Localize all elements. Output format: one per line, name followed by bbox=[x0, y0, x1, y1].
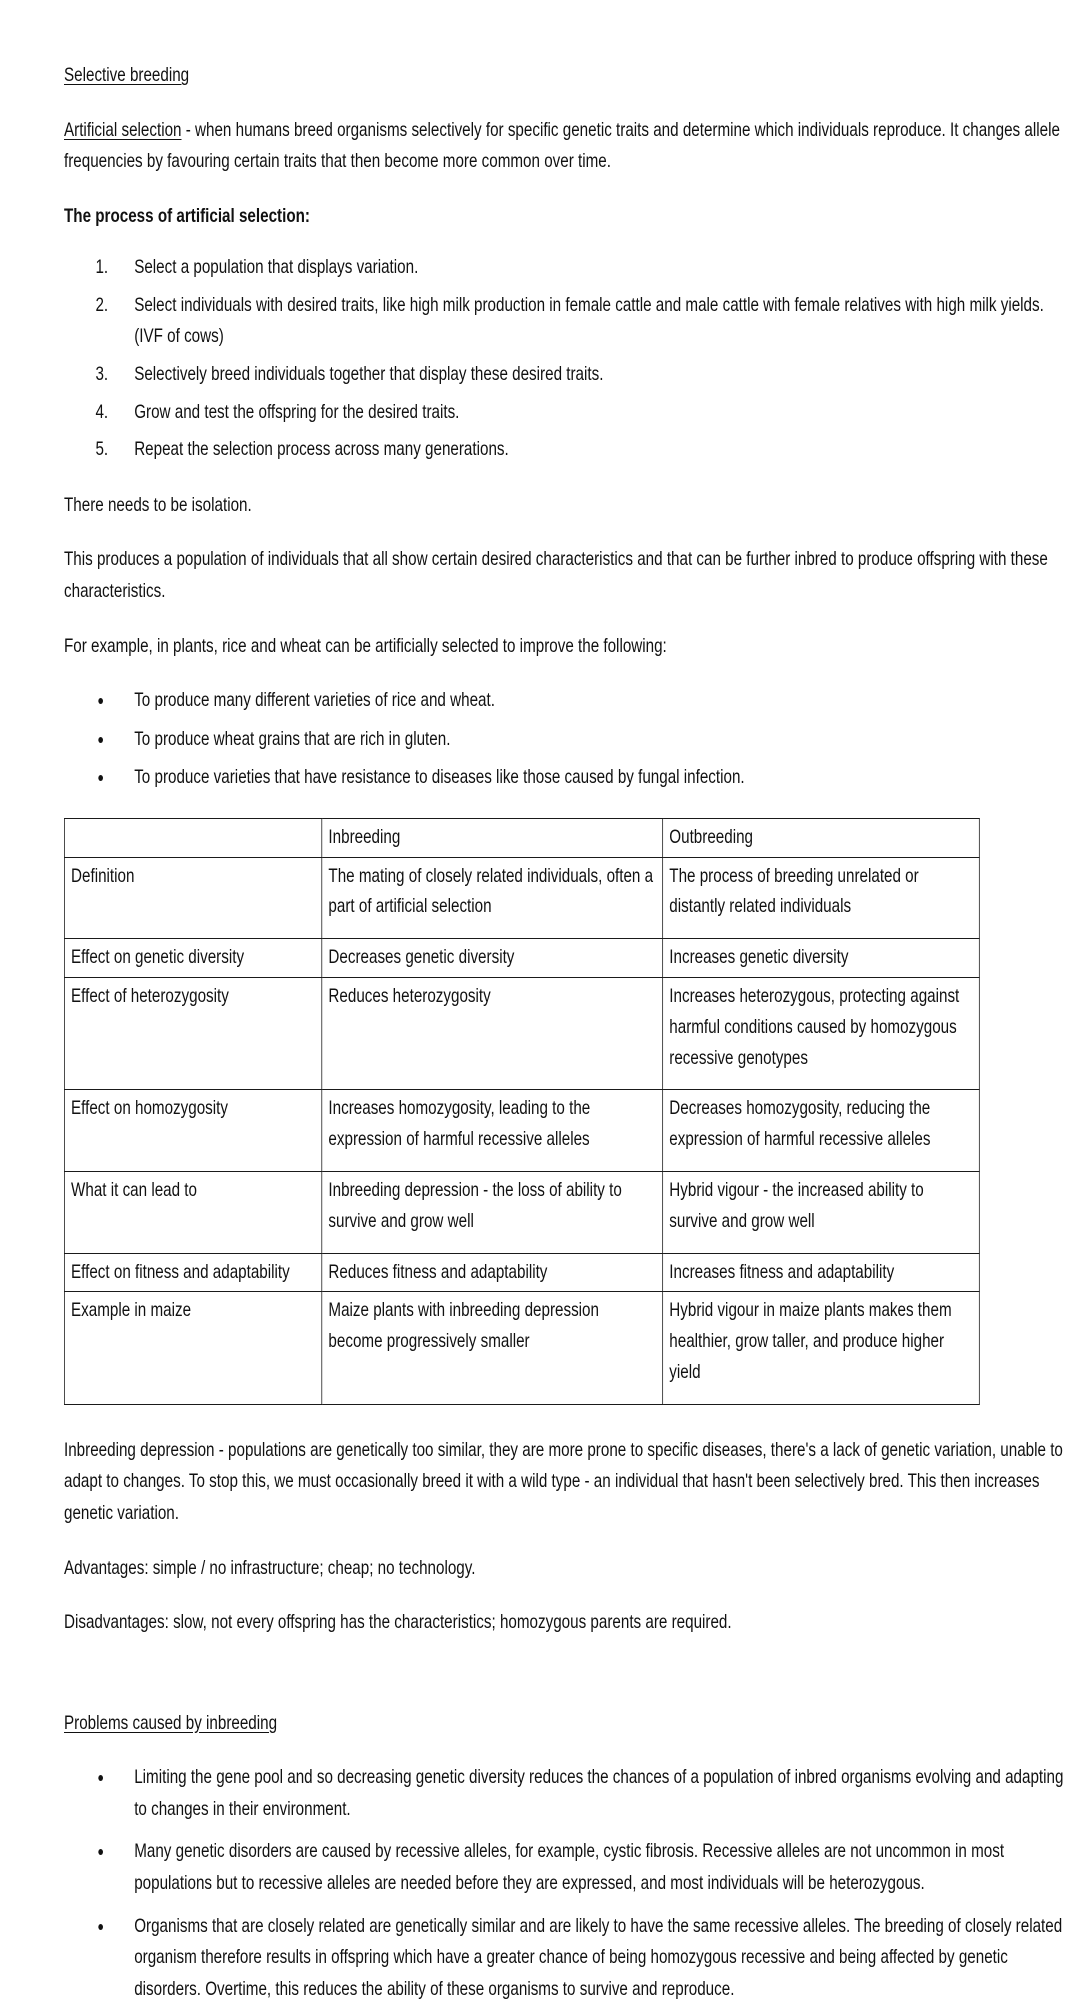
process-heading: The process of artificial selection: bbox=[64, 204, 310, 227]
document-body bbox=[64, 60, 1074, 2005]
list-item: • To produce varieties that have resistance to diseases like those caused by fungal infection. bbox=[112, 762, 1074, 794]
table-row bbox=[64, 857, 979, 939]
artificial-selection-definition bbox=[64, 115, 1074, 178]
list-item: • To produce many different varieties of rice and wheat. bbox=[112, 685, 1074, 717]
row-inbreeding: Maize plants with inbreeding depression become progressively smaller bbox=[322, 1292, 663, 1404]
disadvantages-note: Disadvantages: slow, not every offspring has the characteristics; homozygous parents are required. bbox=[64, 1611, 732, 1634]
artificial-selection-definition-text: - when humans breed organisms selectively for specific genetic traits and determine which individuals reproduce. It changes allele frequencies by favouring certain traits that then become more common over time. bbox=[64, 118, 1060, 173]
inbreeding-outbreeding-table bbox=[64, 818, 980, 1405]
produces-note: This produces a population of individuals that all show certain desired characteristics and that can be further inbred to produce offspring with these characteristics. bbox=[64, 548, 1048, 602]
table-row bbox=[64, 1090, 979, 1172]
list-item: • Limiting the gene pool and so decreasing genetic diversity reduces the chances of a population of inbred organisms evolving and adapting to changes in their environment. bbox=[112, 1762, 1074, 1825]
list-item: 2. Select individuals with desired traits, like high milk production in female cattle and male cattle with female relatives with high milk yields. (IVF of cows) bbox=[112, 290, 1074, 353]
list-item: • To produce wheat grains that are rich in gluten. bbox=[112, 724, 1074, 756]
row-outbreeding: Increases genetic diversity bbox=[663, 939, 980, 978]
row-inbreeding: Increases homozygosity, leading to the expression of harmful recessive alleles bbox=[322, 1090, 663, 1172]
row-outbreeding: Increases fitness and adaptability bbox=[663, 1253, 980, 1292]
table-header-inbreeding: Inbreeding bbox=[322, 818, 663, 857]
row-outbreeding: The process of breeding unrelated or distantly related individuals bbox=[663, 857, 980, 939]
row-outbreeding: Increases heterozygous, protecting against harmful conditions caused by homozygous recessive genotypes bbox=[663, 978, 980, 1090]
row-label: Effect on fitness and adaptability bbox=[64, 1253, 321, 1292]
list-item: • Many genetic disorders are caused by recessive alleles, for example, cystic fibrosis. Recessive alleles are not uncommon in most populations but to recessive alleles are needed before they are expressed, and most individuals will be heterozygous. bbox=[112, 1836, 1074, 1899]
row-inbreeding: Reduces heterozygosity bbox=[322, 978, 663, 1090]
process-steps-list bbox=[64, 252, 1074, 465]
table-row bbox=[64, 1253, 979, 1292]
row-outbreeding: Hybrid vigour - the increased ability to survive and grow well bbox=[663, 1172, 980, 1254]
row-label: Effect on homozygosity bbox=[64, 1090, 321, 1172]
table-header-row bbox=[64, 818, 979, 857]
list-item: 4. Grow and test the offspring for the desired traits. bbox=[112, 397, 1074, 429]
section-spacer bbox=[64, 1662, 1074, 1708]
problems-heading: Problems caused by inbreeding bbox=[64, 1711, 278, 1734]
list-item: • Organisms that are closely related are genetically similar and are likely to have the same recessive alleles. The breeding of closely related organism therefore results in offspring which have a greater chance of being homozygous recessive and being affected by genetic disorders. Overtime, this reduces the ability of these organisms to survive and reproduce. bbox=[112, 1911, 1074, 2005]
row-inbreeding: Decreases genetic diversity bbox=[322, 939, 663, 978]
isolation-note: There needs to be isolation. bbox=[64, 493, 252, 516]
table-row bbox=[64, 1292, 979, 1404]
advantages-note: Advantages: simple / no infrastructure; cheap; no technology. bbox=[64, 1556, 476, 1579]
list-item: 3. Selectively breed individuals together that display these desired traits. bbox=[112, 359, 1074, 391]
row-label: Example in maize bbox=[64, 1292, 321, 1404]
list-item: 5. Repeat the selection process across many generations. bbox=[112, 434, 1074, 466]
problems-bullets-list bbox=[64, 1762, 1074, 2005]
row-label: Definition bbox=[64, 857, 321, 939]
row-inbreeding: Reduces fitness and adaptability bbox=[322, 1253, 663, 1292]
table-row bbox=[64, 978, 979, 1090]
row-label: Effect on genetic diversity bbox=[64, 939, 321, 978]
row-label: Effect of heterozygosity bbox=[64, 978, 321, 1090]
row-outbreeding: Hybrid vigour in maize plants makes them healthier, grow taller, and produce higher yield bbox=[663, 1292, 980, 1404]
row-inbreeding: Inbreeding depression - the loss of ability to survive and grow well bbox=[322, 1172, 663, 1254]
row-inbreeding: The mating of closely related individuals, often a part of artificial selection bbox=[322, 857, 663, 939]
table-header-outbreeding: Outbreeding bbox=[663, 818, 980, 857]
table-header-blank bbox=[64, 818, 321, 857]
row-label: What it can lead to bbox=[64, 1172, 321, 1254]
page-title: Selective breeding bbox=[64, 64, 190, 86]
plants-bullets-list bbox=[64, 685, 1074, 794]
table-row bbox=[64, 1172, 979, 1254]
plants-intro: For example, in plants, rice and wheat can be artificially selected to improve the following: bbox=[64, 634, 667, 657]
artificial-selection-term: Artificial selection bbox=[64, 118, 182, 141]
inbreeding-depression-note: Inbreeding depression - populations are genetically too similar, they are more prone to specific diseases, there's a lack of genetic variation, unable to adapt to changes. To stop this, we must occasionally breed it with a wild type - an individual that hasn't been selectively bred. This then increases genetic variation. bbox=[64, 1438, 1063, 1524]
row-outbreeding: Decreases homozygosity, reducing the expression of harmful recessive alleles bbox=[663, 1090, 980, 1172]
table-row bbox=[64, 939, 979, 978]
list-item: 1. Select a population that displays variation. bbox=[112, 252, 1074, 284]
